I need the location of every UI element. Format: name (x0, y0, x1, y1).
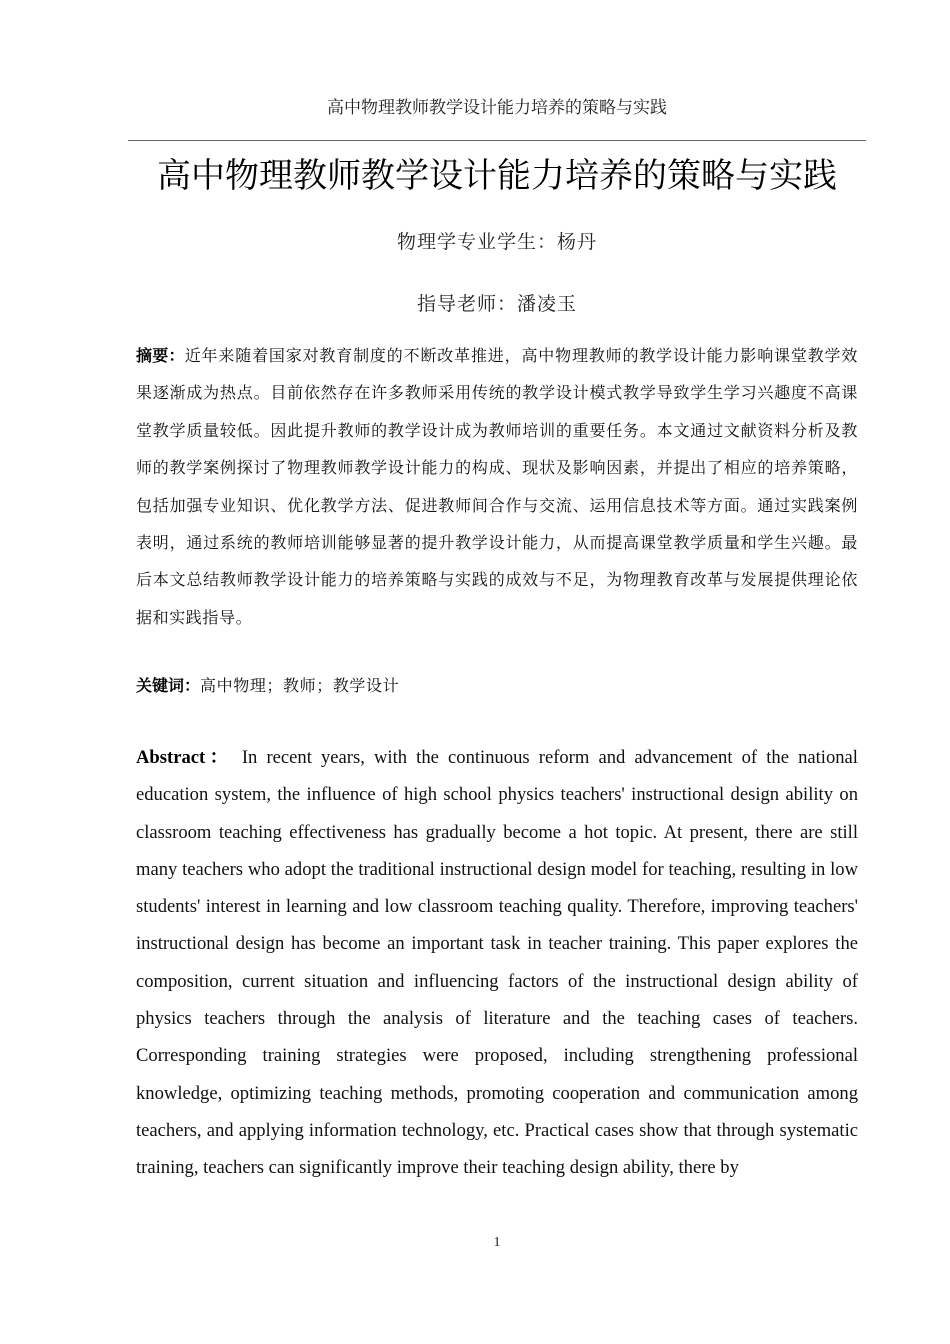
chinese-abstract (136, 337, 858, 636)
advisor-line: 指导老师：潘凌玉 (416, 293, 577, 315)
page-number: 1 (493, 1235, 501, 1250)
english-abstract (136, 739, 858, 1187)
keywords-label: 关键词： (136, 676, 201, 695)
chinese-abstract-text: 近年来随着国家对教育制度的不断改革推进，高中物理教师的教学设计能力影响课堂教学效果逐渐成为热点。目前依然存在许多教师采用传统的教学设计模式教学导致学生学习兴趣度不高课堂教学质量较低。因此提升教师的教学设计成为教师培训的重要任务。本文通过文献资料分析及教师的教学案例探讨了物理教师教学设计能力的构成、现状及影响因素，并提出了相应的培养策略，包括加强专业知识、优化教学方法、促进教师间合作与交流、运用信息技术等方面。通过实践案例表明，通过系统的教师培训能够显著的提升教学设计能力，从而提高课堂教学质量和学生兴趣。最后本文总结教师教学设计能力的培养策略与实践的成效与不足，为物理教育改革与发展提供理论依据和实践指导。 (136, 346, 858, 627)
chinese-abstract-label: 摘要： (136, 346, 185, 365)
author-line: 物理学专业学生：杨丹 (396, 231, 597, 253)
running-header: 高中物理教师教学设计能力培养的策略与实践 (327, 98, 667, 117)
keywords-text: 高中物理；教师；教学设计 (200, 676, 400, 695)
english-abstract-label: Abstract： (136, 747, 233, 768)
keywords (136, 672, 858, 700)
header-rule (128, 140, 866, 141)
paper-title: 高中物理教师教学设计能力培养的策略与实践 (157, 156, 837, 196)
english-abstract-text: In recent years, with the continuous reform and advancement of the national education system, the influence of high school physics teachers' instructional design ability on classroom teaching effectiveness has gradually become a hot topic. At present, there are still many teachers who adopt the traditional instructional design model for teaching, resulting in low students' interest in learning and low classroom teaching quality. Therefore, improving teachers' instructional design has become an important task in teacher training. This paper explores the composition, current situation and influencing factors of the instructional design ability of physics teachers through the analysis of literature and the teaching cases of teachers. Corresponding training strategies were proposed, including strengthening professional knowledge, optimizing teaching methods, promoting cooperation and communication among teachers, and applying information technology, etc. Practical cases show that through systematic training, teachers can significantly improve their teaching design ability, there by (136, 747, 858, 1179)
